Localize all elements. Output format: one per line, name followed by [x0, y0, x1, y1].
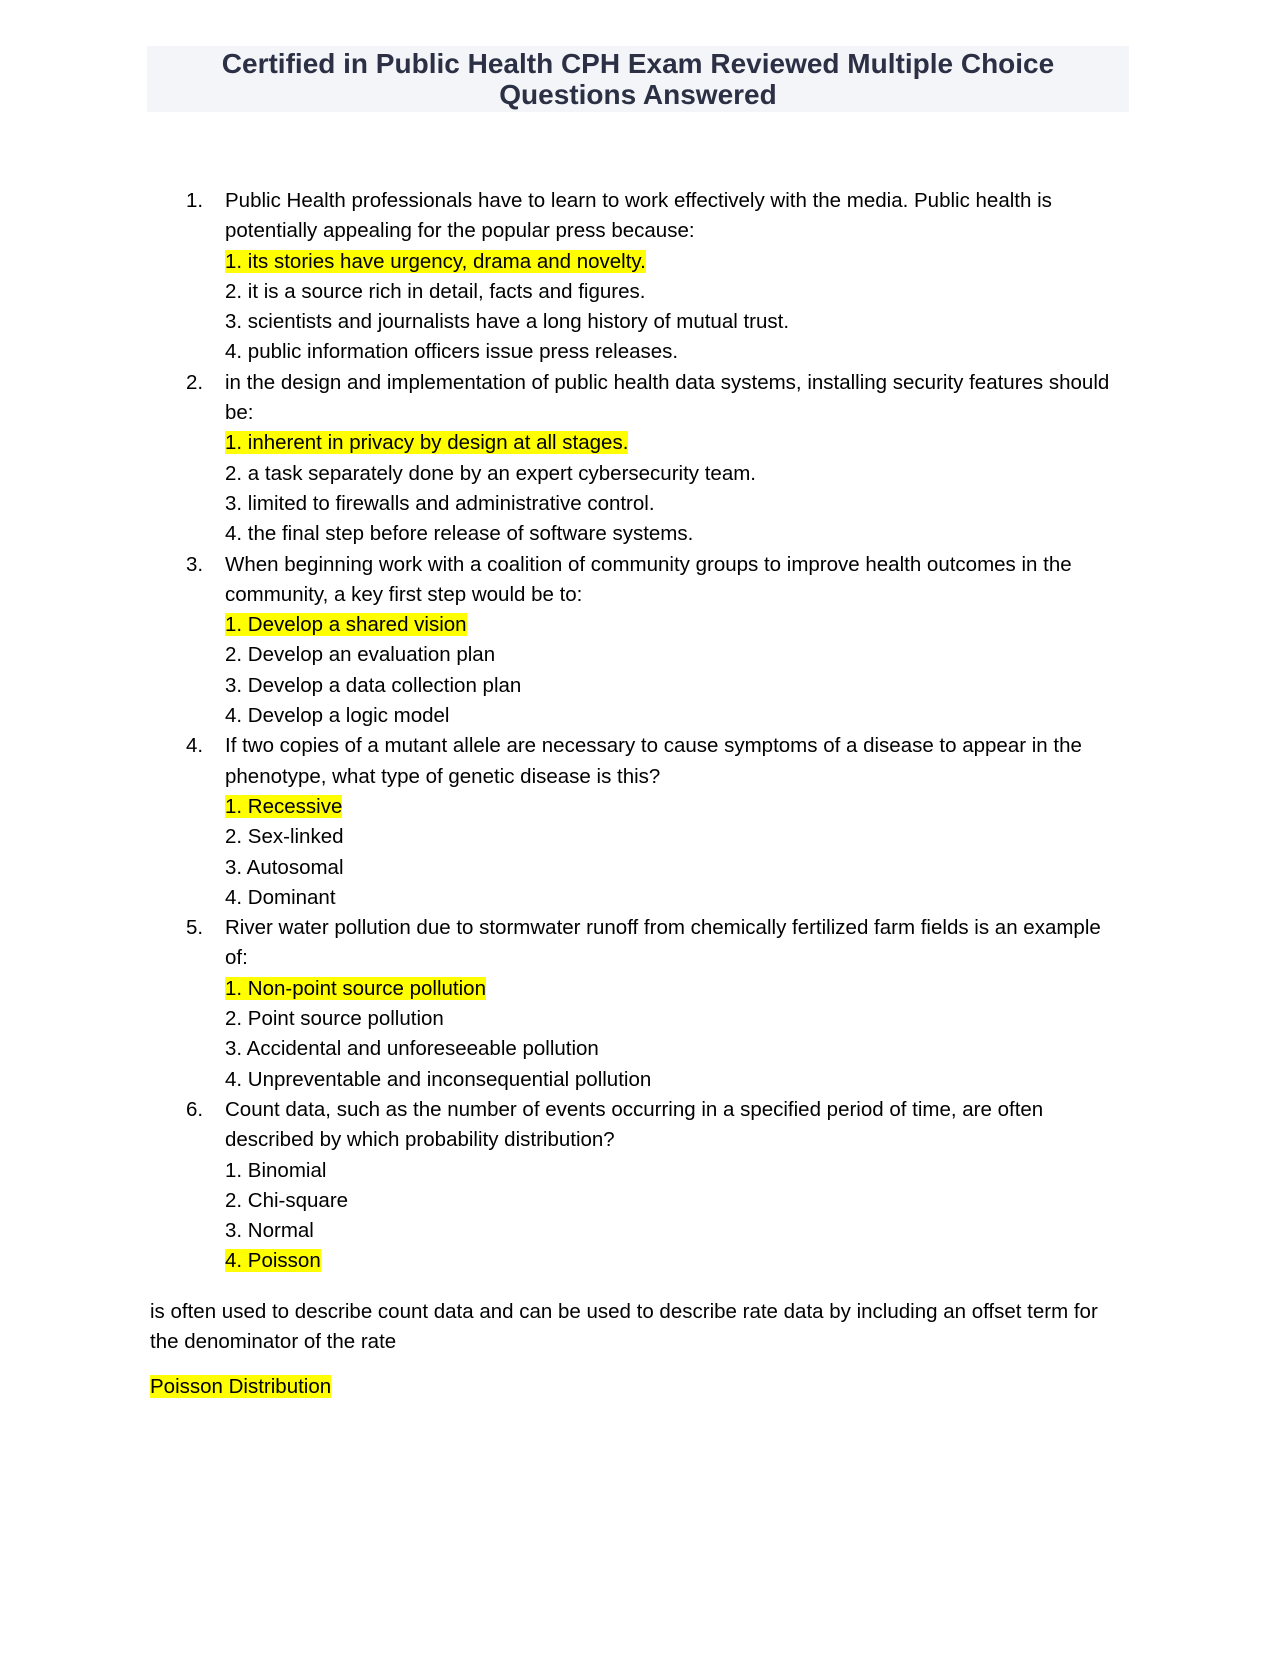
option-3: 3. Develop a data collection plan — [225, 673, 522, 697]
document-title-line-2: Questions Answered — [499, 79, 777, 110]
answer-highlight: Poisson Distribution — [150, 1375, 332, 1398]
option-3: 3. scientists and journalists have a long history of mutual trust. — [225, 310, 790, 334]
option-4: 4. public information officers issue press releases. — [225, 340, 679, 364]
question-number: 6. — [186, 1097, 204, 1121]
question-6 — [186, 1095, 1126, 1277]
question-text: River water pollution due to stormwater runoff from chemically fertilized farm fields is an example of: — [225, 916, 1101, 970]
question-1 — [186, 186, 1126, 368]
answer-highlight: 4. Poisson — [225, 1249, 321, 1273]
option-1-correct — [225, 428, 1126, 458]
option-2: 2. Chi-square — [225, 1188, 349, 1212]
question-text: in the design and implementation of public health data systems, installing security features should be: — [225, 370, 1110, 425]
option-1-correct — [225, 610, 1126, 640]
question-number: 2. — [186, 370, 204, 394]
document-title-line-1: Certified in Public Health CPH Exam Reviewed Multiple Choice — [221, 48, 1055, 79]
final-answer — [150, 1372, 331, 1402]
question-text: Public Health professionals have to learn to work effectively with the media. Public health is potentially appealing for the popular press because: — [225, 189, 1052, 243]
option-4: 4. Develop a logic model — [225, 704, 450, 728]
option-2: 2. Point source pollution — [225, 1007, 444, 1031]
question-2 — [186, 368, 1126, 550]
question-number: 3. — [186, 552, 204, 576]
option-1-correct — [225, 974, 1126, 1004]
option-2: 2. a task separately done by an expert cybersecurity team. — [225, 461, 756, 485]
explanation-text: is often used to describe count data and can be used to describe rate data by including an offset term for the denominator of the rate — [150, 1300, 1098, 1354]
question-list — [186, 186, 1126, 1277]
option-2: 2. Sex-linked — [225, 825, 344, 849]
question-text: If two copies of a mutant allele are necessary to cause symptoms of a disease to appear in the phenotype, what type of genetic disease is this? — [225, 734, 1082, 788]
question-3 — [186, 550, 1126, 732]
question-text: Count data, such as the number of events occurring in a specified period of time, are often described by which probability distribution? — [225, 1097, 1044, 1152]
option-3: 3. Accidental and unforeseeable pollution — [225, 1037, 599, 1061]
option-4: 4. Dominant — [225, 885, 336, 909]
option-1-correct — [225, 792, 1126, 822]
option-3: 3. Normal — [225, 1219, 314, 1243]
question-5 — [186, 913, 1126, 1095]
question-4 — [186, 731, 1126, 913]
option-4-correct — [225, 1246, 1126, 1276]
answer-highlight: 1. Develop a shared vision — [225, 613, 467, 637]
option-4: 4. the final step before release of software systems. — [225, 522, 694, 546]
answer-highlight: 1. Non-point source pollution — [225, 976, 486, 1000]
question-number: 1. — [186, 189, 204, 212]
question-number: 4. — [186, 734, 204, 758]
question-text: When beginning work with a coalition of community groups to improve health outcomes in the community, a key first step would be to: — [225, 552, 1072, 606]
option-2: 2. Develop an evaluation plan — [225, 643, 496, 667]
question-number: 5. — [186, 916, 204, 940]
option-1-correct — [225, 247, 1126, 277]
option-3: 3. limited to firewalls and administrative control. — [225, 491, 655, 515]
answer-highlight: 1. Recessive — [225, 794, 343, 818]
title-banner — [147, 46, 1129, 112]
option-3: 3. Autosomal — [225, 855, 344, 879]
option-4: 4. Unpreventable and inconsequential pollution — [225, 1067, 652, 1091]
answer-highlight: 1. its stories have urgency, drama and novelty. — [225, 249, 646, 273]
option-1: 1. Binomial — [225, 1158, 327, 1182]
option-2: 2. it is a source rich in detail, facts and figures. — [225, 279, 646, 303]
answer-highlight: 1. inherent in privacy by design at all stages. — [225, 431, 629, 455]
